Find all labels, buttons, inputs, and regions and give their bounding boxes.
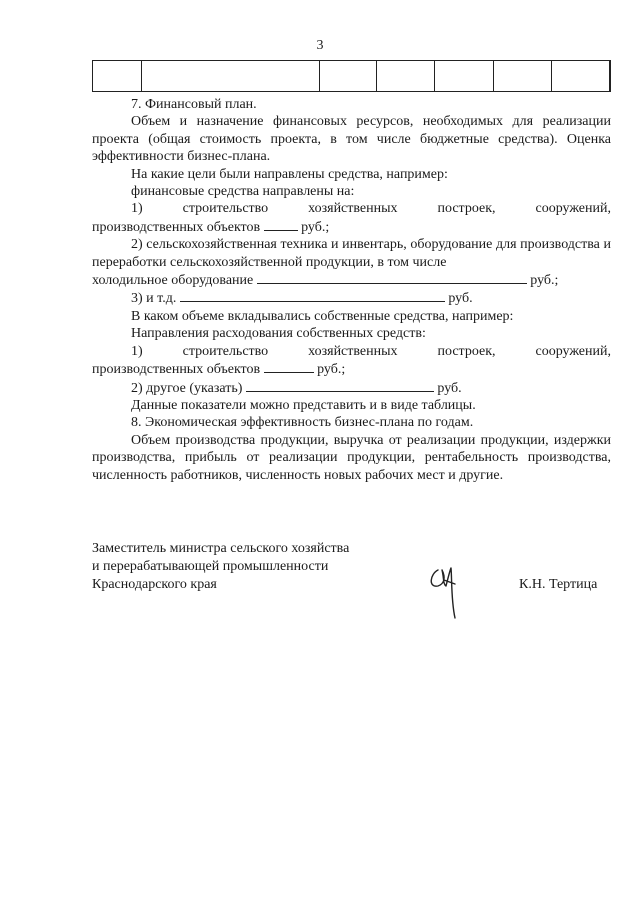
item2-unit: руб.; (530, 273, 559, 289)
position-line2: и перерабатывающей промышленности (92, 559, 329, 574)
own1-blank (264, 360, 314, 373)
item1-label: производственных объектов (92, 219, 261, 235)
section7-heading: 7. Финансовый план. (131, 97, 257, 112)
table-row (93, 61, 611, 92)
section7-question2: финансовые средства направлены на: (131, 184, 355, 200)
item1-unit: руб.; (301, 219, 330, 235)
item1-line1: 1) строительство хозяйственных построек, сооружений, (131, 201, 611, 217)
own1-label: производственных объектов (92, 362, 261, 378)
position-line1: Заместитель министра сельского хозяйства (92, 541, 350, 556)
table-stub (92, 60, 611, 92)
item3-line (92, 289, 611, 307)
table-cell (435, 61, 493, 92)
own2-label: 2) другое (указать) (131, 380, 243, 396)
signatory-position (92, 540, 349, 594)
item2-label: холодильное оборудование (92, 273, 254, 289)
own1-line2 (92, 360, 611, 378)
item1-line2 (92, 218, 611, 236)
table-cell (319, 61, 376, 92)
position-line3: Краснодарского края (92, 577, 217, 592)
item2-line1: 2) сельскохозяйственная техника и инвентарь, оборудование для производства и переработки сельскохозяйственной продукции, в том числе (92, 237, 611, 270)
signatory-name: К.Н. Тертица (519, 577, 598, 592)
own2-line (92, 379, 611, 397)
handwritten-signature (424, 556, 474, 620)
page-number: 3 (316, 38, 324, 53)
table-cell (493, 61, 551, 92)
table-note: Данные показатели можно представить и в виде таблицы. (131, 397, 476, 413)
item2-line2 (92, 271, 611, 289)
table-cell (142, 61, 320, 92)
table-cell (610, 61, 611, 92)
section7-question4: Направления расходования собственных средств: (131, 326, 426, 342)
item3-unit: руб. (448, 291, 473, 307)
document-body (92, 96, 611, 484)
item3-label: 3) и т.д. (131, 291, 177, 307)
section7-paragraph: Объем и назначение финансовых ресурсов, необходимых для реализации проекта (общая стоимость проекта, в том числе бюджетные средства). Оценка эффективности бизнес-плана. (92, 114, 611, 165)
item3-blank (180, 289, 445, 302)
table-cell (377, 61, 435, 92)
section8-paragraph: Объем производства продукции, выручка от реализации продукции, издержки производства, прибыль от реализации продукции, рентабельность производства, численность работников, численность новых рабочих мест и другие. (92, 432, 611, 483)
table-cell (551, 61, 609, 92)
own2-unit: руб. (437, 380, 462, 396)
item2-blank (257, 271, 527, 284)
section7-question1: На какие цели были направлены средства, например: (131, 166, 448, 182)
own2-blank (246, 379, 434, 392)
section7-question3: В каком объеме вкладывались собственные средства, например: (131, 308, 514, 324)
table-cell (93, 61, 142, 92)
section8-heading: 8. Экономическая эффективность бизнес-плана по годам. (131, 415, 474, 431)
own1-unit: руб.; (317, 362, 346, 378)
item1-blank (264, 218, 298, 231)
own1-line1: 1) строительство хозяйственных построек, сооружений, (131, 343, 611, 359)
